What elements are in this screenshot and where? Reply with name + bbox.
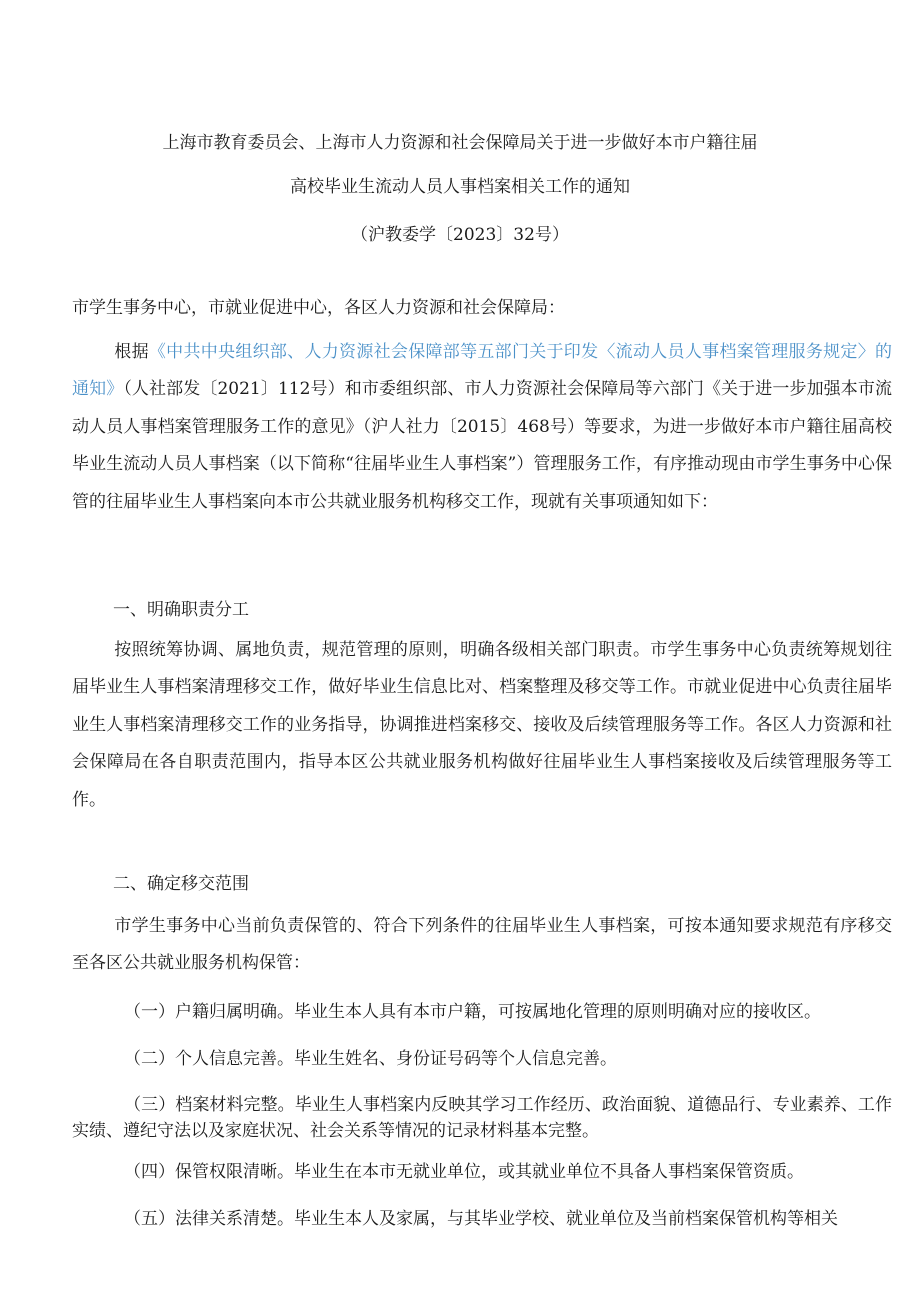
- intro-lead: 根据: [114, 342, 149, 362]
- section2-body: [72, 908, 892, 983]
- section2-body-text: 市学生事务中心当前负责保管的、符合下列条件的往届毕业生人事档案，可按本通知要求规范有序移交至各区公共就业服务机构保管：: [72, 916, 892, 974]
- list-item: （一）户籍归属明确。毕业生本人具有本市户籍，可按属地化管理的原则明确对应的接收区。: [124, 1002, 821, 1022]
- section1-body-text: 按照统筹协调、属地负责，规范管理的原则，明确各级相关部门职责。市学生事务中心负责统筹规划往届毕业生人事档案清理移交工作，做好毕业生信息比对、档案整理及移交等工作。市就业促进中心负责往届毕业生人事档案清理移交工作的业务指导，协调推进档案移交、接收及后续管理服务等工作。各区人力资源和社会保障局在各自职责范围内，指导本区公共就业服务机构做好往届毕业生人事档案接收及后续管理服务等工作。: [72, 640, 892, 810]
- intro-rest: （人社部发〔2021〕112号）和市委组织部、市人力资源社会保障局等六部门《关于进一步加强本市流动人员人事档案管理服务工作的意见》（沪人社力〔2015〕468号）等要求，为进一步做好本市户籍往届高校毕业生流动人员人事档案（以下简称“往届毕业生人事档案”）管理服务工作，有序推动现由市学生事务中心保管的往届毕业生人事档案向本市公共就业服务机构移交工作，现就有关事项通知如下：: [72, 379, 893, 512]
- list-item-text: （三）档案材料完整。毕业生人事档案内反映其学习工作经历、政治面貌、道德品行、专业素养、工作实绩、遵纪守法以及家庭状况、社会关系等情况的记录材料基本完整。: [72, 1095, 892, 1141]
- list-item: （四）保管权限清晰。毕业生在本市无就业单位，或其就业单位不具备人事档案保管资质。: [124, 1162, 804, 1182]
- document-title-line1: 上海市教育委员会、上海市人力资源和社会保障局关于进一步做好本市户籍往届: [162, 133, 758, 153]
- salutation: 市学生事务中心，市就业促进中心，各区人力资源和社会保障局：: [72, 298, 565, 318]
- list-item: [72, 1092, 892, 1144]
- list-item: （五）法律关系清楚。毕业生本人及家属，与其毕业学校、就业单位及当前档案保管机构等相关: [124, 1209, 838, 1229]
- intro-paragraph: [72, 334, 892, 521]
- section1-body: [72, 632, 892, 819]
- section2-heading: 二、确定移交范围: [113, 874, 249, 894]
- list-item: （二）个人信息完善。毕业生姓名、身份证号码等个人信息完善。: [124, 1049, 617, 1069]
- section1-heading: 一、明确职责分工: [113, 600, 249, 620]
- regulation-link[interactable]: 《中共中央组织部、人力资源社会保障部等五部门关于印发〈流动人员人事档案管理服务规定〉的通知》: [72, 342, 893, 400]
- document-title-line2: 高校毕业生流动人员人事档案相关工作的通知: [290, 177, 630, 197]
- document-number: （沪教委学〔2023〕32号）: [351, 225, 569, 245]
